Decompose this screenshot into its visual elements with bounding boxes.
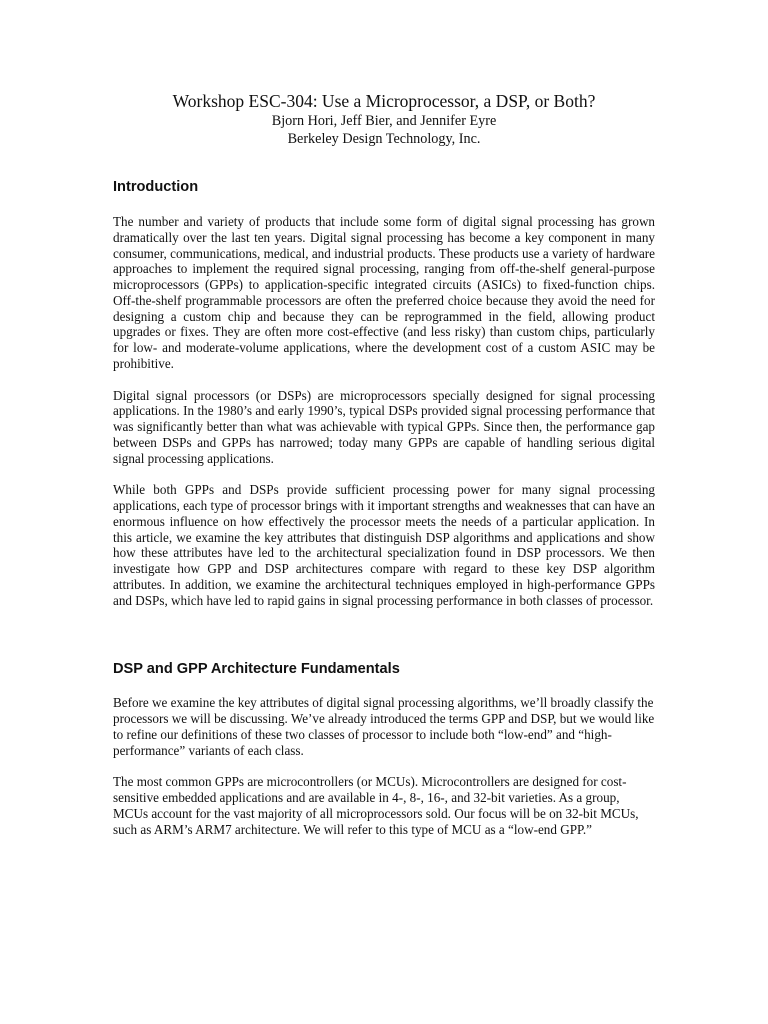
author-affiliation: Berkeley Design Technology, Inc. xyxy=(287,131,481,147)
introduction-heading: Introduction xyxy=(113,179,199,195)
fundamentals-paragraph-2: The most common GPPs are microcontrollers (or MCUs). Microcontrollers are designed for cost-sensitive embedded applications and are available in 4-, 8-, 16-, and 32-bit varieties. As a group, MCUs account for the vast majority of all microprocessors sold. Our focus will be on 32-bit MCUs, such as ARM’s ARM7 architecture. We will refer to this type of MCU as a “low-end GPP.” xyxy=(113,774,639,837)
introduction-paragraph-3: While both GPPs and DSPs provide sufficient processing power for many signal processing applications, each type of processor brings with it important strengths and weaknesses that can have an enormous influence on how effectively the processor meets the needs of a particular application. In this article, we examine the key attributes that distinguish DSP algorithms and applications and show how these attributes have led to the architectural specialization found in DSP processors. We then investigate how GPP and DSP architectures compare with regard to these key DSP algorithm attributes. In addition, we examine the architectural techniques employed in high-performance GPPs and DSPs, which have led to rapid gains in signal processing performance in both classes of processor. xyxy=(113,482,655,608)
page-content xyxy=(113,90,655,837)
fundamentals-heading: DSP and GPP Architecture Fundamentals xyxy=(113,661,400,678)
author-list: Bjorn Hori, Jeff Bier, and Jennifer Eyre xyxy=(271,113,497,129)
introduction-paragraph-1: The number and variety of products that include some form of digital signal processing has grown dramatically over the last ten years. Digital signal processing has become a key component in many consumer, communications, medical, and industrial products. These products use a variety of hardware approaches to implement the required signal processing, ranging from off-the-shelf general-purpose microprocessors (GPPs) to application-specific integrated circuits (ASICs) to fixed-function chips. Off-the-shelf programmable processors are often the preferred choice because they avoid the need for designing a custom chip and because they can be reprogrammed in the field, allowing product upgrades or fixes. They are often more cost-effective (and less risky) than custom chips, particularly for low- and moderate-volume applications, where the development cost of a custom ASIC may be prohibitive. xyxy=(113,214,655,371)
paper-title: Workshop ESC-304: Use a Microprocessor, a DSP, or Both? xyxy=(172,91,596,111)
fundamentals-paragraph-1: Before we examine the key attributes of digital signal processing algorithms, we’ll broadly classify the processors we will be discussing. We’ve already introduced the terms GPP and DSP, but we would like to refine our definitions of these two classes of processor to include both “low-end” and “high-performance” variants of each class. xyxy=(113,695,655,758)
introduction-paragraph-2: Digital signal processors (or DSPs) are microprocessors specially designed for signal processing applications. In the 1980’s and early 1990’s, typical DSPs provided signal processing performance that was significantly better than what was achievable with typical GPPs. Since then, the performance gap between DSPs and GPPs has narrowed; today many GPPs are capable of handling serious digital signal processing applications. xyxy=(113,387,655,466)
